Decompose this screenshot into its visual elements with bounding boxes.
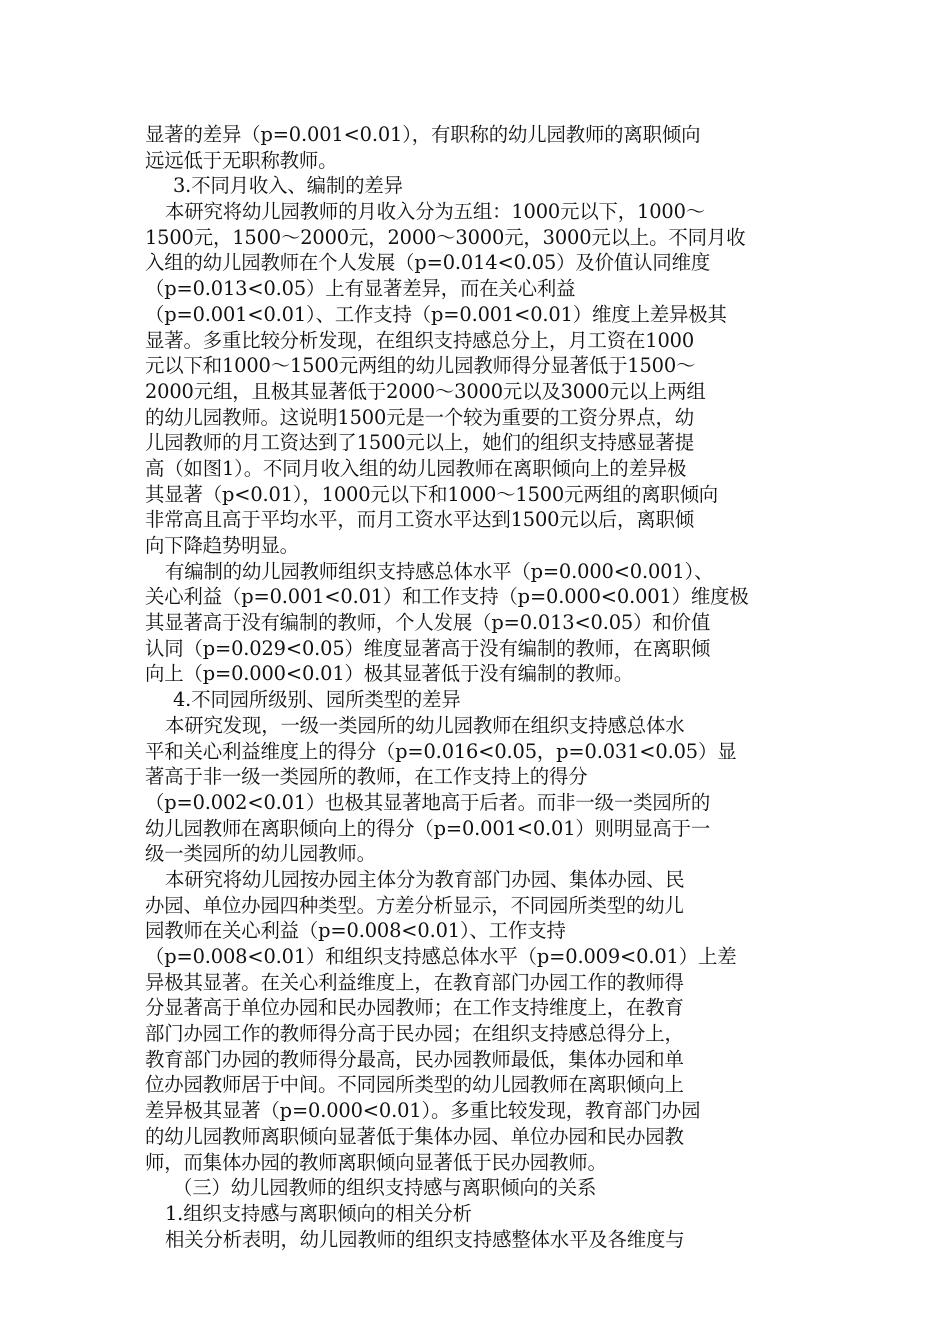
text-line: 教育部门办园的教师得分最高，民办园教师最低，集体办园和单 (145, 1047, 684, 1071)
text-line: 本研究发现，一级一类园所的幼儿园教师在组织支持感总体水 (165, 713, 685, 737)
text-line: 3.不同月收入、编制的差异 (173, 174, 403, 198)
text-line: 认同（p=0.029<0.05）维度显著高于没有编制的教师，在离职倾 (145, 636, 711, 660)
text-line: 本研究将幼儿园教师的月收入分为五组：1000元以下，1000～ (165, 200, 706, 224)
text-line: （三）幼儿园教师的组织支持感与离职倾向的关系 (173, 1176, 597, 1200)
text-line: 非常高且高于平均水平，而月工资水平达到1500元以后，离职倾 (145, 508, 695, 532)
text-line: 著高于非一级一类园所的教师，在工作支持上的得分 (145, 765, 588, 789)
text-line: 关心利益（p=0.001<0.01）和工作支持（p=0.000<0.001）维度极 (145, 585, 749, 609)
text-line: 异极其显著。在关心利益维度上，在教育部门办园工作的教师得 (145, 970, 684, 994)
text-line: 的幼儿园教师离职倾向显著低于集体办园、单位办园和民办园教 (145, 1124, 684, 1148)
text-line: 入组的幼儿园教师在个人发展（p=0.014<0.05）及价值认同维度 (145, 251, 711, 275)
text-line: 儿园教师的月工资达到了1500元以上，她们的组织支持感显著提 (145, 431, 695, 455)
text-line: 的幼儿园教师。这说明1500元是一个较为重要的工资分界点，幼 (145, 405, 695, 429)
text-line: 其显著高于没有编制的教师，个人发展（p=0.013<0.05）和价值 (145, 611, 711, 635)
text-line: 其显著（p<0.01），1000元以下和1000～1500元两组的离职倾向 (145, 482, 719, 506)
text-line: 相关分析表明，幼儿园教师的组织支持感整体水平及各维度与 (165, 1227, 685, 1251)
text-line: 位办园教师居于中间。不同园所类型的幼儿园教师在离职倾向上 (145, 1073, 684, 1097)
text-line: 部门办园工作的教师得分高于民办园；在组织支持感总得分上， (145, 1022, 684, 1046)
text-line: （p=0.008<0.01）和组织支持感总体水平（p=0.009<0.01）上差 (145, 945, 737, 968)
text-line: 园教师在关心利益（p=0.008<0.01）、工作支持 (145, 919, 566, 943)
text-line: 差异极其显著（p=0.000<0.01）。多重比较发现，教育部门办园 (145, 1099, 701, 1123)
text-line: 有编制的幼儿园教师组织支持感总体水平（p=0.000<0.001）、 (165, 559, 714, 583)
text-line: 办园、单位办园四种类型。方差分析显示，不同园所类型的幼儿 (145, 893, 684, 917)
text-line: 分显著高于单位办园和民办园教师；在工作支持维度上，在教育 (145, 996, 684, 1020)
text-line: 2000元组，且极其显著低于2000～3000元以及3000元以上两组 (145, 379, 706, 403)
text-line: 显著。多重比较分析发现，在组织支持感总分上，月工资在1000 (145, 328, 695, 352)
text-line: （p=0.002<0.01）也极其显著地高于后者。而非一级一类园所的 (145, 790, 711, 814)
text-line: 远远低于无职称教师。 (145, 148, 338, 172)
text-line: 平和关心利益维度上的得分（p=0.016<0.05，p=0.031<0.05）显 (145, 739, 737, 763)
text-line: 1500元，1500～2000元，2000～3000元，3000元以上。不同月收 (145, 225, 746, 249)
text-line: 级一类园所的幼儿园教师。 (145, 842, 376, 866)
text-line: 向上（p=0.000<0.01）极其显著低于没有编制的教师。 (145, 662, 634, 686)
text-line: 向下降趋势明显。 (145, 534, 299, 557)
text-line: 显著的差异（p=0.001<0.01），有职称的幼儿园教师的离职倾向 (145, 123, 701, 146)
text-line: 本研究将幼儿园按办园主体分为教育部门办园、集体办园、民 (165, 867, 685, 891)
text-line: （p=0.013<0.05）上有显著差异，而在关心利益 (145, 277, 576, 301)
text-line: 高（如图1）。不同月收入组的幼儿园教师在离职倾向上的差异极 (145, 456, 687, 480)
article-body (145, 122, 785, 1252)
text-line: 幼儿园教师在离职倾向上的得分（p=0.001<0.01）则明显高于一 (145, 816, 711, 840)
text-line: 1.组织支持感与离职倾向的相关分析 (165, 1201, 472, 1225)
text-line: 师，而集体办园的教师离职倾向显著低于民办园教师。 (145, 1150, 607, 1174)
text-line: 4.不同园所级别、园所类型的差异 (173, 688, 461, 712)
text-line: （p=0.001<0.01）、工作支持（p=0.001<0.01）维度上差异极其 (145, 302, 727, 326)
text-line: 元以下和1000～1500元两组的幼儿园教师得分显著低于1500～ (145, 354, 696, 378)
